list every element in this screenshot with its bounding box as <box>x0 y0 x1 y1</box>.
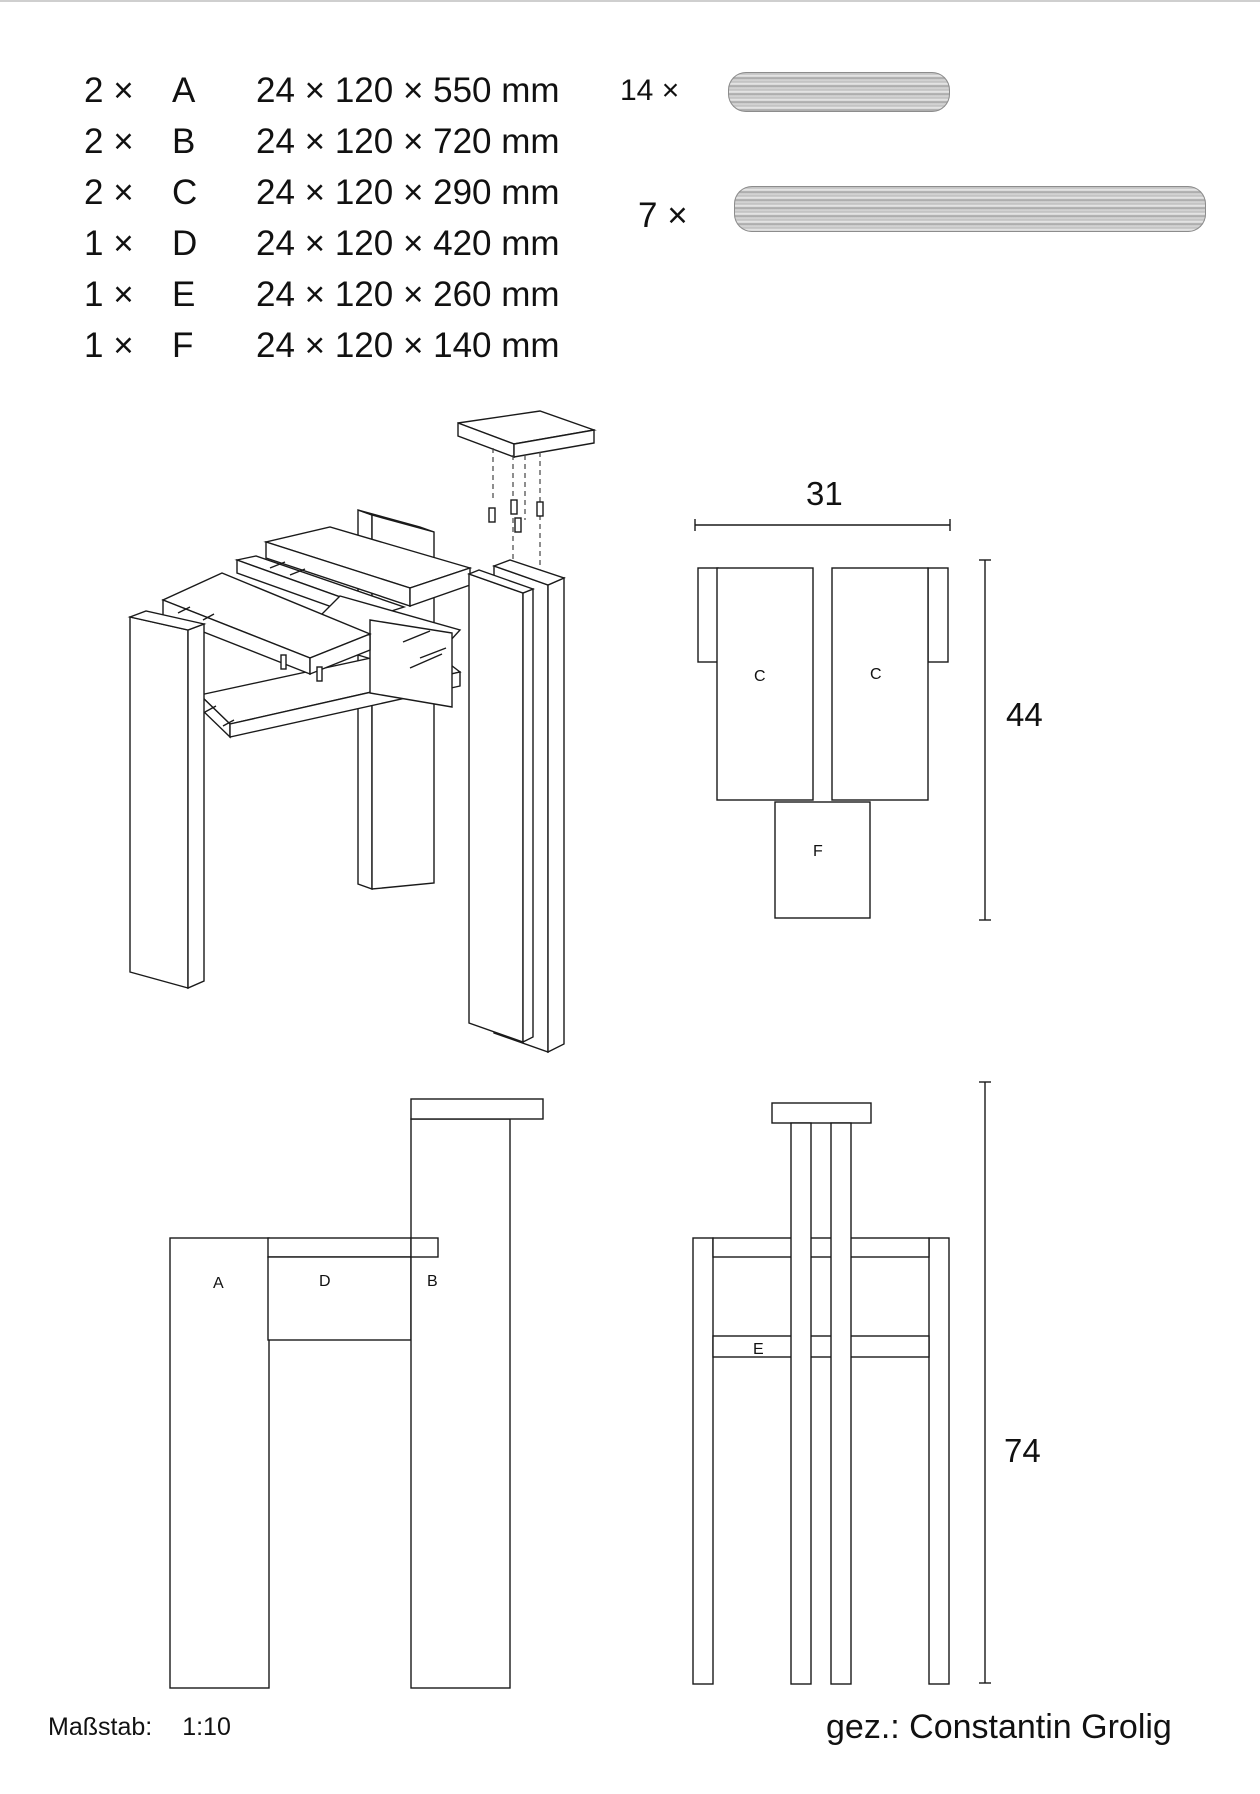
part-label-f: F <box>813 843 823 860</box>
short-dowel-quantity: 14 × <box>620 74 680 107</box>
right-leg-inner-face <box>469 574 523 1042</box>
leg-section-right <box>928 568 948 662</box>
leg-b <box>411 1119 510 1688</box>
top-view-height-dimension: 44 <box>1006 696 1043 733</box>
dowel-pin <box>489 508 495 522</box>
seat-rail <box>713 1238 929 1257</box>
back-leg-left <box>791 1123 811 1684</box>
leg-a <box>170 1238 269 1688</box>
front-left-leg-side <box>188 624 204 988</box>
front-view <box>693 1082 991 1684</box>
right-leg-inner-side <box>523 589 533 1042</box>
part-quantity: 2 × <box>84 173 134 212</box>
part-letter: A <box>172 71 196 110</box>
part-quantity: 1 × <box>84 224 134 263</box>
part-dimensions: 24 × 120 × 290 mm <box>256 173 560 212</box>
part-label-d: D <box>319 1273 331 1290</box>
side-view <box>170 1099 543 1688</box>
part-label-b: B <box>427 1273 438 1290</box>
right-leg-outer-side <box>548 578 564 1052</box>
part-dimensions: 24 × 120 × 140 mm <box>256 326 560 365</box>
apron-d <box>268 1257 411 1340</box>
front-left-leg-face <box>130 617 188 988</box>
part-quantity: 2 × <box>84 71 134 110</box>
seat-board-overhang <box>411 1238 438 1257</box>
part-dimensions: 24 × 120 × 420 mm <box>256 224 560 263</box>
part-dimensions: 24 × 120 × 550 mm <box>256 71 560 110</box>
part-label-e: E <box>753 1341 764 1358</box>
part-letter: C <box>172 173 198 212</box>
leg-left <box>693 1238 713 1684</box>
dowel-pin <box>511 500 517 514</box>
front-view-height-dimension: 74 <box>1004 1432 1041 1469</box>
scale-note <box>48 1713 261 1742</box>
long-dowel-quantity: 7 × <box>638 196 688 235</box>
part-dimensions: 24 × 120 × 260 mm <box>256 275 560 314</box>
leg-section-left <box>698 568 718 662</box>
top-block <box>772 1103 871 1123</box>
top-block-f <box>775 802 870 918</box>
exploded-isometric-view <box>130 411 594 1052</box>
scale-label: Maßstab: <box>48 1713 153 1741</box>
back-leg-right <box>831 1123 851 1684</box>
part-label-c-left: C <box>754 668 766 685</box>
part-quantity: 2 × <box>84 122 134 161</box>
top-view <box>695 519 991 920</box>
apron-face <box>370 620 452 707</box>
dowel-pin <box>281 655 286 669</box>
part-letter: E <box>172 275 196 314</box>
scale-value: 1:10 <box>182 1713 231 1741</box>
seat-board-c-right <box>832 568 928 800</box>
part-letter: F <box>172 326 194 365</box>
dowel-pin <box>515 518 521 532</box>
part-label-c-right: C <box>870 666 882 683</box>
lower-rail-e <box>713 1336 929 1357</box>
drawn-by: gez.: Constantin Grolig <box>826 1708 1172 1746</box>
part-quantity: 1 × <box>84 275 134 314</box>
part-quantity: 1 × <box>84 326 134 365</box>
dowel-pin <box>537 502 543 516</box>
part-dimensions: 24 × 120 × 720 mm <box>256 122 560 161</box>
leg-right <box>929 1238 949 1684</box>
part-label-a: A <box>213 1275 224 1292</box>
part-letter: D <box>172 224 198 263</box>
backrest-block <box>411 1099 543 1119</box>
dowel-pin <box>317 667 322 681</box>
top-view-width-dimension: 31 <box>806 475 843 512</box>
part-letter: B <box>172 122 196 161</box>
